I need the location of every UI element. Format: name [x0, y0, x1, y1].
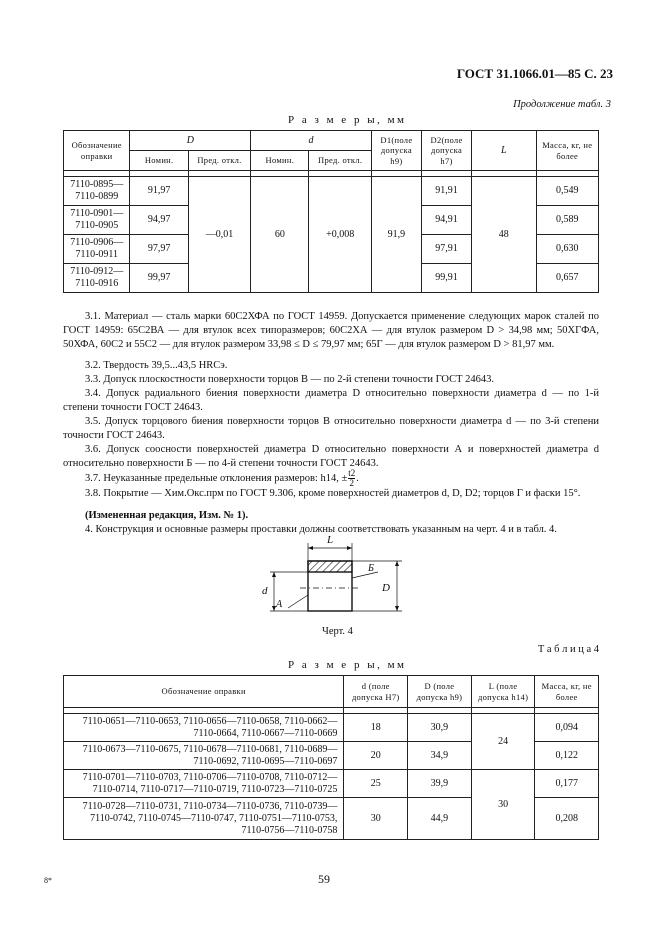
table-cell-d: 18 [344, 714, 408, 742]
table-row-designation: 7110-0912— 7110-0916 [64, 264, 130, 293]
col-d: d (поле допуска Н7) [344, 676, 408, 708]
col-L: L [472, 131, 536, 171]
table-cell-D-nom: 91,97 [130, 177, 188, 206]
col-d-nom: Номин. [251, 151, 309, 171]
table-row-designation: 7110-0906— 7110-0911 [64, 235, 130, 264]
paragraph-3-1: 3.1. Материал — сталь марки 60С2ХФА по ГОСТ 14959. Допускается применение следующих марок сталей по ГОСТ 14959: 65С2ВА — для втулок всех типоразмеров; 60С2ХА — для втулок размером D > 34,98 мм; 50ХГФА, 50ХФА, 60С2 и 55С2 — для втулок размером 33,98 ≤ D ≤ 79,97 мм; 65Г — для втулок размером D > 81,97 мм. [63, 311, 599, 350]
table-cell-d-nom: 60 [251, 177, 309, 293]
table-row-designation: 7110-0901— 7110-0905 [64, 206, 130, 235]
page-number: 59 [318, 872, 330, 886]
paragraph-3-3: 3.3. Допуск плоскостности поверхности торцов В — по 2-й степени точности ГОСТ 24643. [85, 374, 495, 385]
col-d: d [251, 131, 372, 151]
table-row-designation: 7110-0728—7110-0731, 7110-0734—7110-0736, 7110-0739— 7110-0742, 7110-0745—7110-0747, 7110-0751—7110-0753, 7110-0756—7110-0758 [64, 798, 344, 840]
table-cell-d-dev: +0,008 [309, 177, 371, 293]
figure-label-B: Б [368, 563, 374, 574]
table3 [63, 130, 599, 293]
paragraph-3-5: 3.5. Допуск торцового биения поверхности торцов В относительно поверхности диаметра d — по 3-й степени точности ГОСТ 24643. [63, 416, 599, 441]
table-cell-mass: 0,630 [536, 235, 598, 264]
table-cell-D-nom: 97,97 [130, 235, 188, 264]
figure-4-drawing [260, 535, 410, 625]
col-d-dev: Пред. откл. [309, 151, 371, 171]
table-cell-d: 20 [344, 742, 408, 770]
figure-caption: Черт. 4 [322, 626, 353, 637]
table-cell-D-nom: 94,97 [130, 206, 188, 235]
table-cell-D2: 94,91 [421, 206, 471, 235]
table-cell-mass: 0,657 [536, 264, 598, 293]
table-cell-D-nom: 99,97 [130, 264, 188, 293]
col-D-dev: Пред. откл. [188, 151, 250, 171]
paragraph-3-2: 3.2. Твердость 39,5...43,5 HRCэ. [85, 360, 228, 371]
table-cell-D: 44,9 [408, 798, 472, 840]
fraction-denominator: 2 [349, 478, 354, 488]
table4-title: Т а б л и ц а 4 [537, 644, 599, 655]
table-cell-D: 34,9 [408, 742, 472, 770]
leader-lines [288, 572, 378, 608]
table-cell-mass: 0,177 [535, 770, 599, 798]
table-cell-mass: 0,549 [536, 177, 598, 206]
table-cell-d: 25 [344, 770, 408, 798]
table-cell-L: 24 [471, 714, 535, 770]
figure-label-d: d [262, 585, 268, 597]
table-cell-D2: 99,91 [421, 264, 471, 293]
table-continuation-label: Продолжение табл. 3 [513, 99, 611, 110]
paragraph-3-7: 3.7. Неуказанные предельные отклонения размеров: h14, ± $\frac{t2}{2}$ . [85, 468, 359, 488]
figure-label-D: D [382, 582, 390, 594]
col-designation: Обозначение оправки [64, 676, 344, 708]
col-D2: D2(поле допуска h7) [421, 131, 471, 171]
col-L: L (поле допуска h14) [471, 676, 535, 708]
table-cell-d: 30 [344, 798, 408, 840]
table-cell-D: 30,9 [408, 714, 472, 742]
amendment-note: (Измененная редакция, Изм. № 1). [85, 510, 249, 521]
table4-caption: Р а з м е р ы, мм [288, 659, 407, 671]
table-cell-mass: 0,589 [536, 206, 598, 235]
col-D: D [130, 131, 251, 151]
paragraph-3-6: 3.6. Допуск соосности поверхностей диаметра D относительно поверхности А и поверхностей диаметра d относительно поверхности Б — по 4-й степени точности ГОСТ 24643. [63, 444, 599, 469]
table-row-designation: 7110-0701—7110-0703, 7110-0706—7110-0708, 7110-0712— 7110-0714, 7110-0717—7110-0719, 7110-0723—7110-0725 [64, 770, 344, 798]
paragraph-3-8: 3.8. Покрытие — Хим.Окс.прм по ГОСТ 9.306, кроме поверхностей диаметров d, D, D2; торцов Г и фаски 15°. [85, 488, 581, 499]
fraction-numerator: t2 [348, 468, 356, 478]
table-cell-mass: 0,094 [535, 714, 599, 742]
part-outline [300, 561, 360, 611]
figure-label-L: L [327, 534, 334, 546]
table-cell-D: 39,9 [408, 770, 472, 798]
figure-label-A: А [276, 599, 283, 610]
page-header: ГОСТ 31.1066.01—85 С. 23 [456, 66, 613, 81]
col-designation: Обозначение оправки [64, 131, 130, 171]
table3-caption: Р а з м е р ы, мм [288, 114, 407, 126]
paragraph-4: 4. Конструкция и основные размеры проставки должны соответствовать указанным на черт. 4 и в табл. 4. [85, 524, 557, 535]
col-D1: D1(поле допуска h9) [371, 131, 421, 171]
table-cell-mass: 0,122 [535, 742, 599, 770]
table-cell-L: 48 [472, 177, 536, 293]
col-mass: Масса, кг, не более [535, 676, 599, 708]
col-D: D (поле допуска h9) [408, 676, 472, 708]
col-mass: Масса, кг, не более [536, 131, 598, 171]
dimension-D [352, 561, 402, 611]
table4 [63, 675, 599, 840]
table-cell-L: 30 [471, 770, 535, 840]
table-cell-D2: 91,91 [421, 177, 471, 206]
table-row-designation: 7110-0895— 7110-0899 [64, 177, 130, 206]
table-cell-mass: 0,208 [535, 798, 599, 840]
footer-mark: 8* [44, 876, 52, 885]
table-row-designation: 7110-0651—7110-0653, 7110-0656—7110-0658, 7110-0662— 7110-0664, 7110-0667—7110-0669 [64, 714, 344, 742]
col-D-nom: Номин. [130, 151, 188, 171]
table-cell-D-dev: —0,01 [188, 177, 250, 293]
paragraph-3-4: 3.4. Допуск радиального биения поверхности диаметра D относительно поверхности диаметра d — по 1-й степени точности ГОСТ 24643. [63, 388, 599, 413]
table-cell-D2: 97,91 [421, 235, 471, 264]
table-cell-D1: 91,9 [371, 177, 421, 293]
paragraph-3-7-text: 3.7. Неуказанные предельные отклонения размеров: h14, ± [85, 472, 348, 484]
table-row-designation: 7110-0673—7110-0675, 7110-0678—7110-0681, 7110-0689— 7110-0692, 7110-0695—7110-0697 [64, 742, 344, 770]
